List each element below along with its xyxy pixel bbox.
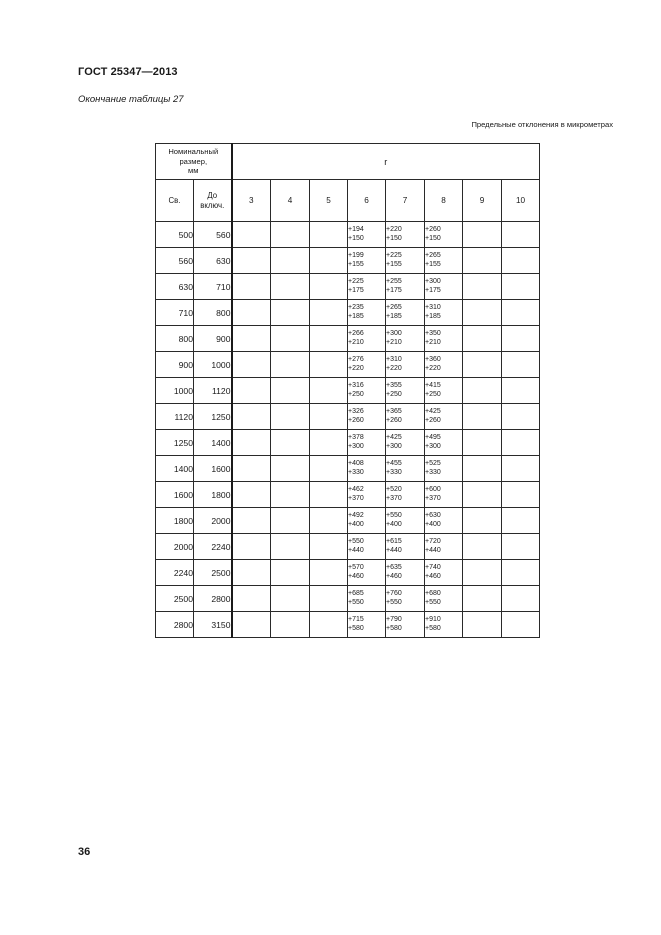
deviation-cell-grade-3: [232, 274, 271, 300]
size-from-cell: 1800: [156, 508, 194, 534]
size-from-cell: 1250: [156, 430, 194, 456]
deviation-cell-grade-6: [348, 456, 386, 482]
deviation-cell-grade-5: [310, 248, 348, 274]
nominal-header-line: мм: [188, 166, 199, 176]
deviation-cell-grade-7: [386, 534, 425, 560]
deviation-cell-grade-9: [463, 352, 502, 378]
nominal-header-line: размер,: [179, 156, 208, 166]
upper-deviation: +680: [425, 590, 441, 598]
size-from-cell: 500: [156, 222, 194, 248]
lower-deviation: +400: [425, 520, 441, 528]
deviation-cell-grade-6: [348, 274, 386, 300]
deviation-cell-grade-5: [310, 404, 348, 430]
deviation-cell-grade-8: [425, 248, 463, 274]
upper-deviation: +199: [348, 252, 364, 260]
upper-deviation: +492: [348, 512, 364, 520]
lower-deviation: +370: [348, 494, 364, 502]
table-row: [156, 222, 540, 248]
grade-header: 5: [310, 180, 348, 222]
upper-deviation: +520: [386, 486, 402, 494]
deviation-cell-grade-8: [425, 534, 463, 560]
size-to-cell: 1120: [194, 378, 232, 404]
upper-deviation: +910: [425, 616, 441, 624]
deviation-cell-grade-6: [348, 300, 386, 326]
lower-deviation: +400: [348, 520, 364, 528]
upper-deviation: +462: [348, 486, 364, 494]
lower-deviation: +250: [386, 390, 402, 398]
deviation-cell-grade-5: [310, 586, 348, 612]
table-row: [156, 612, 540, 638]
size-from-cell: 2240: [156, 560, 194, 586]
size-from-cell: 2000: [156, 534, 194, 560]
table-row: [156, 456, 540, 482]
upper-deviation: +235: [348, 304, 364, 312]
deviation-cell-grade-3: [232, 222, 271, 248]
deviation-cell-grade-3: [232, 430, 271, 456]
table-row: [156, 274, 540, 300]
upper-deviation: +194: [348, 226, 364, 234]
deviation-cell-grade-9: [463, 300, 502, 326]
tolerance-field-header: r: [232, 144, 540, 180]
size-from-cell: 900: [156, 352, 194, 378]
upper-deviation: +455: [386, 460, 402, 468]
deviation-cell-grade-3: [232, 586, 271, 612]
size-to-cell: 560: [194, 222, 232, 248]
deviation-cell-grade-10: [502, 612, 540, 638]
deviation-cell-grade-6: [348, 222, 386, 248]
deviation-cell-grade-4: [271, 482, 310, 508]
deviation-cell-grade-6: [348, 612, 386, 638]
lower-deviation: +580: [425, 624, 441, 632]
deviation-cell-grade-6: [348, 378, 386, 404]
size-to-cell: 2240: [194, 534, 232, 560]
deviation-cell-grade-10: [502, 378, 540, 404]
lower-deviation: +550: [348, 598, 364, 606]
lower-deviation: +580: [348, 624, 364, 632]
lower-deviation: +550: [386, 598, 402, 606]
deviation-cell-grade-6: [348, 586, 386, 612]
size-to-cell: 1000: [194, 352, 232, 378]
size-to-cell: 1800: [194, 482, 232, 508]
lower-deviation: +150: [386, 234, 402, 242]
deviation-cell-grade-8: [425, 560, 463, 586]
lower-deviation: +220: [425, 364, 441, 372]
upper-deviation: +310: [386, 356, 402, 364]
table-body: [156, 222, 540, 638]
deviation-cell-grade-10: [502, 482, 540, 508]
column-header-to-line: До: [207, 191, 218, 200]
lower-deviation: +210: [425, 338, 441, 346]
deviation-cell-grade-10: [502, 508, 540, 534]
upper-deviation: +630: [425, 512, 441, 520]
size-to-cell: 2800: [194, 586, 232, 612]
upper-deviation: +260: [425, 226, 441, 234]
size-from-cell: 1600: [156, 482, 194, 508]
grade-header: 3: [232, 180, 271, 222]
grade-header: 4: [271, 180, 310, 222]
grade-header: 8: [425, 180, 463, 222]
deviation-cell-grade-5: [310, 274, 348, 300]
lower-deviation: +250: [348, 390, 364, 398]
upper-deviation: +425: [386, 434, 402, 442]
deviation-cell-grade-5: [310, 560, 348, 586]
deviation-cell-grade-6: [348, 508, 386, 534]
deviation-cell-grade-9: [463, 326, 502, 352]
upper-deviation: +378: [348, 434, 364, 442]
lower-deviation: +440: [425, 546, 441, 554]
table-row: [156, 404, 540, 430]
deviation-cell-grade-9: [463, 534, 502, 560]
table-row: [156, 508, 540, 534]
deviation-cell-grade-5: [310, 222, 348, 248]
deviation-cell-grade-5: [310, 482, 348, 508]
deviation-cell-grade-7: [386, 430, 425, 456]
deviation-cell-grade-8: [425, 352, 463, 378]
upper-deviation: +225: [386, 252, 402, 260]
table-row: [156, 560, 540, 586]
table-row: [156, 586, 540, 612]
size-to-cell: 710: [194, 274, 232, 300]
deviation-cell-grade-5: [310, 534, 348, 560]
size-from-cell: 1000: [156, 378, 194, 404]
deviation-cell-grade-3: [232, 300, 271, 326]
deviation-cell-grade-10: [502, 352, 540, 378]
column-header-from: Св.: [156, 180, 194, 222]
deviation-cell-grade-4: [271, 326, 310, 352]
upper-deviation: +525: [425, 460, 441, 468]
upper-deviation: +715: [348, 616, 364, 624]
deviation-cell-grade-5: [310, 430, 348, 456]
upper-deviation: +265: [425, 252, 441, 260]
lower-deviation: +330: [348, 468, 364, 476]
deviation-cell-grade-9: [463, 222, 502, 248]
deviation-cell-grade-10: [502, 222, 540, 248]
upper-deviation: +550: [348, 538, 364, 546]
upper-deviation: +600: [425, 486, 441, 494]
deviation-cell-grade-8: [425, 404, 463, 430]
deviation-cell-grade-8: [425, 482, 463, 508]
table-row: [156, 300, 540, 326]
deviation-cell-grade-10: [502, 274, 540, 300]
deviation-cell-grade-4: [271, 248, 310, 274]
table-row: [156, 534, 540, 560]
deviation-cell-grade-9: [463, 612, 502, 638]
deviation-cell-grade-7: [386, 404, 425, 430]
lower-deviation: +300: [348, 442, 364, 450]
size-to-cell: 900: [194, 326, 232, 352]
size-from-cell: 1400: [156, 456, 194, 482]
lower-deviation: +300: [386, 442, 402, 450]
deviation-cell-grade-7: [386, 352, 425, 378]
deviation-cell-grade-9: [463, 508, 502, 534]
deviation-cell-grade-10: [502, 326, 540, 352]
lower-deviation: +175: [425, 286, 441, 294]
deviation-cell-grade-3: [232, 378, 271, 404]
deviation-cell-grade-3: [232, 612, 271, 638]
deviation-cell-grade-10: [502, 430, 540, 456]
deviation-cell-grade-6: [348, 404, 386, 430]
size-to-cell: 630: [194, 248, 232, 274]
deviation-cell-grade-9: [463, 586, 502, 612]
deviation-cell-grade-7: [386, 560, 425, 586]
deviation-cell-grade-4: [271, 456, 310, 482]
upper-deviation: +790: [386, 616, 402, 624]
deviation-cell-grade-9: [463, 456, 502, 482]
deviation-cell-grade-3: [232, 508, 271, 534]
lower-deviation: +550: [425, 598, 441, 606]
deviation-cell-grade-9: [463, 560, 502, 586]
size-from-cell: 710: [156, 300, 194, 326]
upper-deviation: +316: [348, 382, 364, 390]
column-header-to: [194, 180, 232, 222]
deviation-cell-grade-4: [271, 430, 310, 456]
size-to-cell: 3150: [194, 612, 232, 638]
deviation-cell-grade-8: [425, 508, 463, 534]
deviation-cell-grade-3: [232, 560, 271, 586]
upper-deviation: +225: [348, 278, 364, 286]
upper-deviation: +266: [348, 330, 364, 338]
deviation-cell-grade-4: [271, 612, 310, 638]
size-to-cell: 1250: [194, 404, 232, 430]
lower-deviation: +155: [348, 260, 364, 268]
deviation-cell-grade-7: [386, 248, 425, 274]
lower-deviation: +260: [386, 416, 402, 424]
lower-deviation: +155: [386, 260, 402, 268]
size-to-cell: 800: [194, 300, 232, 326]
deviation-cell-grade-6: [348, 430, 386, 456]
deviation-cell-grade-4: [271, 300, 310, 326]
grade-header: 10: [502, 180, 540, 222]
deviation-cell-grade-8: [425, 326, 463, 352]
lower-deviation: +175: [386, 286, 402, 294]
deviation-cell-grade-8: [425, 456, 463, 482]
upper-deviation: +365: [386, 408, 402, 416]
deviation-cell-grade-5: [310, 300, 348, 326]
deviation-cell-grade-8: [425, 586, 463, 612]
lower-deviation: +460: [386, 572, 402, 580]
deviation-cell-grade-8: [425, 612, 463, 638]
table-row: [156, 482, 540, 508]
deviation-cell-grade-7: [386, 508, 425, 534]
lower-deviation: +440: [348, 546, 364, 554]
deviation-cell-grade-5: [310, 352, 348, 378]
table-row: [156, 430, 540, 456]
upper-deviation: +220: [386, 226, 402, 234]
deviation-cell-grade-9: [463, 430, 502, 456]
deviation-cell-grade-3: [232, 482, 271, 508]
lower-deviation: +210: [348, 338, 364, 346]
lower-deviation: +370: [386, 494, 402, 502]
lower-deviation: +220: [348, 364, 364, 372]
deviation-cell-grade-6: [348, 534, 386, 560]
deviation-cell-grade-9: [463, 248, 502, 274]
deviation-cell-grade-8: [425, 300, 463, 326]
size-to-cell: 1600: [194, 456, 232, 482]
deviation-cell-grade-9: [463, 378, 502, 404]
lower-deviation: +330: [425, 468, 441, 476]
upper-deviation: +255: [386, 278, 402, 286]
upper-deviation: +300: [386, 330, 402, 338]
deviation-cell-grade-4: [271, 508, 310, 534]
units-note: Предельные отклонения в микрометрах: [471, 120, 613, 129]
upper-deviation: +265: [386, 304, 402, 312]
size-from-cell: 2500: [156, 586, 194, 612]
deviation-cell-grade-7: [386, 222, 425, 248]
upper-deviation: +360: [425, 356, 441, 364]
size-from-cell: 1120: [156, 404, 194, 430]
deviation-cell-grade-4: [271, 352, 310, 378]
size-from-cell: 800: [156, 326, 194, 352]
upper-deviation: +740: [425, 564, 441, 572]
deviation-cell-grade-3: [232, 534, 271, 560]
upper-deviation: +276: [348, 356, 364, 364]
lower-deviation: +580: [386, 624, 402, 632]
deviation-cell-grade-9: [463, 274, 502, 300]
lower-deviation: +260: [425, 416, 441, 424]
deviation-cell-grade-7: [386, 612, 425, 638]
upper-deviation: +300: [425, 278, 441, 286]
lower-deviation: +185: [348, 312, 364, 320]
upper-deviation: +425: [425, 408, 441, 416]
grade-header: 6: [348, 180, 386, 222]
table-caption: Окончание таблицы 27: [78, 94, 184, 105]
nominal-header-line: Номинальный: [168, 147, 219, 157]
deviation-cell-grade-10: [502, 456, 540, 482]
deviation-cell-grade-6: [348, 482, 386, 508]
upper-deviation: +720: [425, 538, 441, 546]
deviation-cell-grade-10: [502, 560, 540, 586]
deviation-cell-grade-4: [271, 586, 310, 612]
size-from-cell: 2800: [156, 612, 194, 638]
lower-deviation: +250: [425, 390, 441, 398]
deviation-cell-grade-4: [271, 560, 310, 586]
deviation-cell-grade-7: [386, 456, 425, 482]
lower-deviation: +370: [425, 494, 441, 502]
table-row: [156, 248, 540, 274]
upper-deviation: +326: [348, 408, 364, 416]
deviation-cell-grade-10: [502, 534, 540, 560]
deviation-cell-grade-5: [310, 456, 348, 482]
upper-deviation: +615: [386, 538, 402, 546]
deviation-cell-grade-10: [502, 300, 540, 326]
deviation-cell-grade-5: [310, 326, 348, 352]
deviation-cell-grade-10: [502, 586, 540, 612]
deviation-cell-grade-5: [310, 378, 348, 404]
deviation-cell-grade-7: [386, 274, 425, 300]
deviation-cell-grade-3: [232, 352, 271, 378]
lower-deviation: +155: [425, 260, 441, 268]
lower-deviation: +460: [425, 572, 441, 580]
deviation-cell-grade-8: [425, 274, 463, 300]
deviation-cell-grade-6: [348, 352, 386, 378]
upper-deviation: +350: [425, 330, 441, 338]
table-row: [156, 352, 540, 378]
upper-deviation: +550: [386, 512, 402, 520]
nominal-size-header: [156, 144, 232, 180]
lower-deviation: +460: [348, 572, 364, 580]
upper-deviation: +685: [348, 590, 364, 598]
size-from-cell: 560: [156, 248, 194, 274]
tolerance-table: [155, 143, 540, 638]
deviation-cell-grade-4: [271, 534, 310, 560]
upper-deviation: +495: [425, 434, 441, 442]
lower-deviation: +175: [348, 286, 364, 294]
deviation-cell-grade-8: [425, 222, 463, 248]
lower-deviation: +185: [425, 312, 441, 320]
lower-deviation: +440: [386, 546, 402, 554]
page-number: 36: [78, 846, 91, 858]
size-from-cell: 630: [156, 274, 194, 300]
grade-header: 7: [386, 180, 425, 222]
deviation-cell-grade-4: [271, 404, 310, 430]
deviation-cell-grade-10: [502, 248, 540, 274]
lower-deviation: +210: [386, 338, 402, 346]
deviation-cell-grade-9: [463, 482, 502, 508]
deviation-cell-grade-3: [232, 456, 271, 482]
deviation-cell-grade-6: [348, 248, 386, 274]
size-to-cell: 1400: [194, 430, 232, 456]
upper-deviation: +310: [425, 304, 441, 312]
deviation-cell-grade-5: [310, 612, 348, 638]
deviation-cell-grade-4: [271, 378, 310, 404]
grade-header: 9: [463, 180, 502, 222]
deviation-cell-grade-8: [425, 378, 463, 404]
lower-deviation: +400: [386, 520, 402, 528]
deviation-cell-grade-6: [348, 560, 386, 586]
upper-deviation: +415: [425, 382, 441, 390]
upper-deviation: +408: [348, 460, 364, 468]
deviation-cell-grade-4: [271, 274, 310, 300]
size-to-cell: 2000: [194, 508, 232, 534]
deviation-cell-grade-7: [386, 378, 425, 404]
upper-deviation: +635: [386, 564, 402, 572]
lower-deviation: +185: [386, 312, 402, 320]
deviation-cell-grade-8: [425, 430, 463, 456]
lower-deviation: +220: [386, 364, 402, 372]
lower-deviation: +150: [425, 234, 441, 242]
deviation-cell-grade-3: [232, 326, 271, 352]
lower-deviation: +330: [386, 468, 402, 476]
upper-deviation: +760: [386, 590, 402, 598]
document-title: ГОСТ 25347—2013: [78, 66, 178, 78]
deviation-cell-grade-3: [232, 404, 271, 430]
size-to-cell: 2500: [194, 560, 232, 586]
deviation-cell-grade-4: [271, 222, 310, 248]
deviation-cell-grade-7: [386, 586, 425, 612]
deviation-cell-grade-7: [386, 326, 425, 352]
lower-deviation: +260: [348, 416, 364, 424]
deviation-cell-grade-3: [232, 248, 271, 274]
lower-deviation: +300: [425, 442, 441, 450]
deviation-cell-grade-6: [348, 326, 386, 352]
table-row: [156, 378, 540, 404]
upper-deviation: +355: [386, 382, 402, 390]
deviation-cell-grade-9: [463, 404, 502, 430]
deviation-cell-grade-10: [502, 404, 540, 430]
deviation-cell-grade-7: [386, 482, 425, 508]
column-header-to-line: включ.: [200, 200, 225, 210]
upper-deviation: +570: [348, 564, 364, 572]
deviation-cell-grade-7: [386, 300, 425, 326]
deviation-cell-grade-5: [310, 508, 348, 534]
lower-deviation: +150: [348, 234, 364, 242]
table-row: [156, 326, 540, 352]
